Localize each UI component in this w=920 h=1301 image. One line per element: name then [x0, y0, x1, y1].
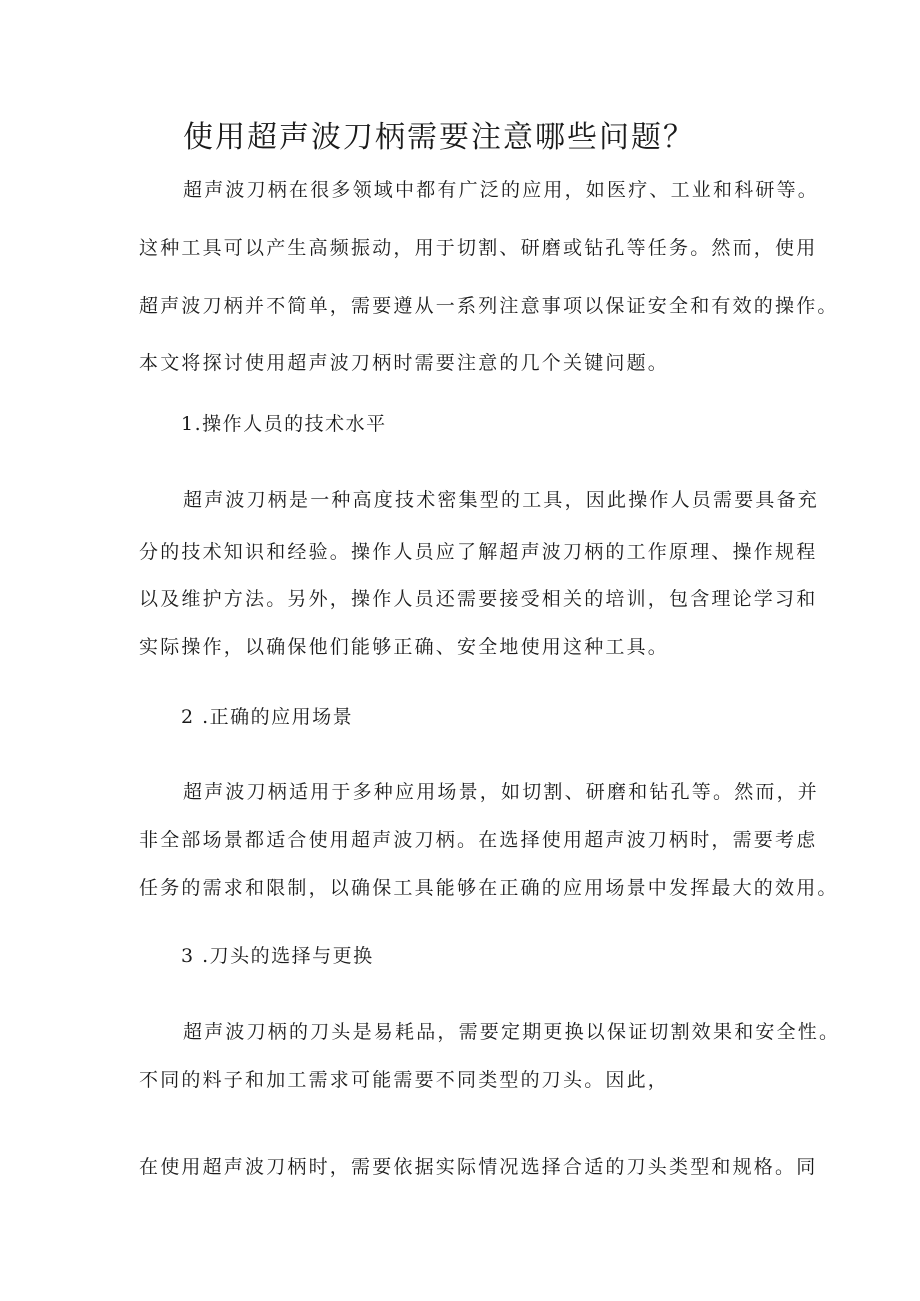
paragraph-line: 以及维护方法。另外，操作人员还需要接受相关的培训，包含理论学习和 [139, 588, 818, 610]
paragraph-line: 超声波刀柄的刀头是易耗品，需要定期更换以保证切割效果和安全性。 [183, 1021, 841, 1043]
paragraph-line: 分的技术知识和经验。操作人员应了解超声波刀柄的工作原理、操作规程 [139, 541, 818, 563]
paragraph-line: 不同的料子和加工需求可能需要不同类型的刀头。因此， [139, 1069, 670, 1091]
paragraph-line: 超声波刀柄是一种高度技术密集型的工具，因此操作人员需要具备充 [183, 489, 820, 511]
paragraph-line: 在使用超声波刀柄时，需要依据实际情况选择合适的刀头类型和规格。同 [139, 1156, 818, 1178]
page-title: 使用超声波刀柄需要注意哪些问题？ [183, 120, 695, 155]
section-heading: 2 .正确的应用场景 [181, 706, 354, 728]
paragraph-line: 实际操作，以确保他们能够正确、安全地使用这种工具。 [139, 636, 670, 658]
section-heading: 1.操作人员的技术水平 [181, 413, 387, 435]
section-heading: 3 .刀头的选择与更换 [181, 945, 374, 967]
paragraph-line: 任务的需求和限制，以确保工具能够在正确的应用场景中发挥最大的效用。 [139, 877, 839, 899]
paragraph-line: 超声波刀柄适用于多种应用场景，如切割、研磨和钻孔等。然而，并 [183, 781, 820, 803]
intro-line: 超声波刀柄在很多领域中都有广泛的应用，如医疗、工业和科研等。 [183, 179, 820, 201]
paragraph-line: 非全部场景都适合使用超声波刀柄。在选择使用超声波刀柄时，需要考虑 [139, 829, 818, 851]
intro-line: 这种工具可以产生高频振动，用于切割、研磨或钻孔等任务。然而，使用 [139, 237, 818, 259]
intro-line: 超声波刀柄并不简单，需要遵从一系列注意事项以保证安全和有效的操作。 [139, 295, 839, 317]
intro-line: 本文将探讨使用超声波刀柄时需要注意的几个关键问题。 [139, 352, 670, 374]
